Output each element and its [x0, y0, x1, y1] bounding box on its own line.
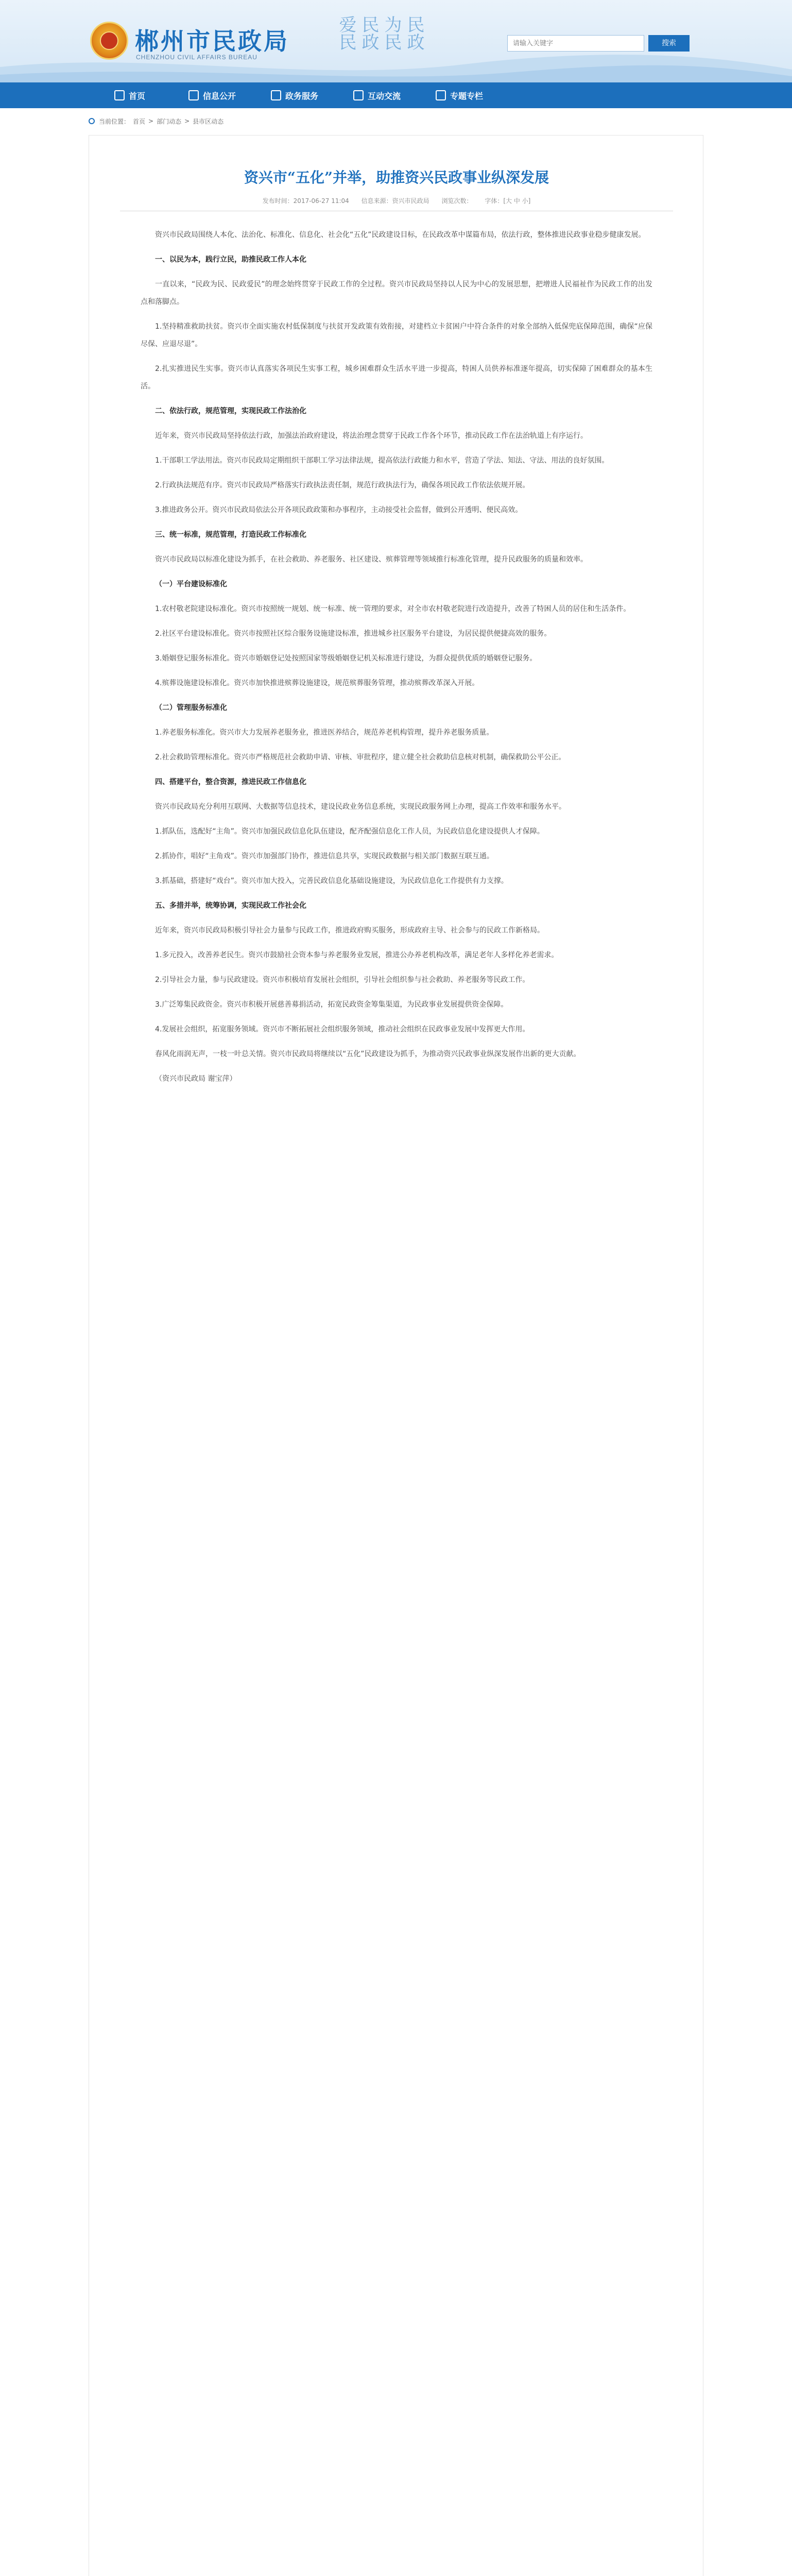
article-paragraph: 资兴市民政局充分利用互联网、大数据等信息技术，建设民政业务信息系统，实现民政服务网上办理，提高工作效率和服务水平。 [155, 803, 566, 811]
site-title[interactable]: 郴州市民政局 [135, 27, 289, 55]
article-section-heading: 二、依法行政，规范管理，实现民政工作法治化 [155, 407, 306, 415]
article-paragraph: 2.行政执法规范有序。资兴市民政局严格落实行政执法责任制，规范行政执法行为，确保各项民政工作依法依规开展。 [155, 481, 530, 489]
article-paragraph: 3.婚姻登记服务标准化。资兴市婚姻登记处按照国家等级婚姻登记机关标准进行建设，为群众提供优质的婚姻登记服务。 [155, 654, 537, 663]
article-paragraph: 春风化雨润无声，一枝一叶总关情。资兴市民政局将继续以“五化”民政建设为抓手，为推动资兴民政事业纵深发展作出新的更大贡献。 [155, 1050, 581, 1058]
nav-item-info-public[interactable] [171, 82, 253, 108]
article-paragraph: 3.广泛筹集民政资金。资兴市积极开展慈善募捐活动，拓宽民政资金筹集渠道，为民政事业发展提供资金保障。 [155, 1001, 508, 1009]
article-paragraph: 3.抓基础，搭建好“戏台”。资兴市加大投入，完善民政信息化基础设施建设，为民政信息化工作提供有力支撑。 [155, 877, 508, 885]
slogan-text: 民政为民 民政爱民 [336, 15, 424, 50]
article-source: 信息来源：资兴市民政局 [361, 197, 429, 205]
nav-item-label: 专题专栏 [450, 91, 483, 101]
article-paragraph: 1.抓队伍，选配好“主角”。资兴市加强民政信息化队伍建设，配齐配强信息化工作人员，为民政信息化建设提供人才保障。 [155, 827, 544, 836]
breadcrumb: 当前位置： 首页 > 部门动态 > 县市区动态 [89, 114, 703, 128]
nav-item-home[interactable] [89, 82, 171, 108]
article-paragraph: 1.干部职工学法用法。资兴市民政局定期组织干部职工学习法律法规，提高依法行政能力和水平，营造了学法、知法、守法、用法的良好氛围。 [155, 456, 609, 465]
font-size-switch[interactable]: 字体：[大 中 小] [485, 197, 531, 205]
article-paragraph: 1.养老服务标准化。资兴市大力发展养老服务业，推进医养结合，规范养老机构管理，提升养老服务质量。 [155, 728, 494, 737]
article-paragraph: 近年来，资兴市民政局积极引导社会力量参与民政工作，推进政府购买服务，形成政府主导、社会参与的民政工作新格局。 [155, 926, 544, 935]
search-box[interactable] [507, 35, 644, 52]
article-section-heading: 五、多措并举，统筹协调，实现民政工作社会化 [155, 902, 306, 910]
main-nav [0, 82, 792, 108]
article-paragraph: 资兴市民政局以标准化建设为抓手，在社会救助、养老服务、社区建设、殡葬管理等领域推行标准化管理，提升民政服务的质量和效率。 [155, 555, 588, 564]
article-paragraph: 1.多元投入，改善养老民生。资兴市鼓励社会资本参与养老服务业发展，推进公办养老机构改革，满足老年人多样化养老需求。 [155, 951, 559, 959]
article-section-heading: 一、以民为本，践行立民，助推民政工作人本化 [155, 256, 306, 264]
nav-item-label: 首页 [128, 91, 145, 101]
article-paragraph: 1.坚持精准救助扶贫。资兴市全面实施农村低保制度与扶贫开发政策有效衔接，对建档立卡贫困户中符合条件的对象全部纳入低保兜底保障范围，确保“应保尽保、应退尽退”。 [141, 323, 652, 348]
article-meta [89, 196, 704, 205]
nav-item-label: 政务服务 [285, 91, 318, 101]
breadcrumb-item[interactable]: 首页 [133, 117, 146, 125]
article-paragraph: 3.推进政务公开。资兴市民政局依法公开各项民政政策和办事程序，主动接受社会监督，做到公开透明、便民高效。 [155, 506, 523, 514]
nav-item-label: 信息公开 [202, 91, 236, 101]
article-paragraph: 2.抓协作，唱好“主角戏”。资兴市加强部门协作，推进信息共享，实现民政数据与相关部门数据互联互通。 [155, 852, 494, 860]
article-paragraph: 资兴市民政局围绕人本化、法治化、标准化、信息化、社会化“五化”民政建设目标，在民政改革中谋篇布局，依法行政，整体推进民政事业稳步健康发展。 [155, 231, 646, 239]
service-icon [271, 90, 281, 100]
article-container [89, 135, 703, 2576]
breadcrumb-prefix: 当前位置： [99, 117, 130, 125]
article-paragraph: 2.引导社会力量，参与民政建设。资兴市积极培育发展社会组织，引导社会组织参与社会救助、养老服务等民政工作。 [155, 976, 530, 984]
article-paragraph: 一直以来，“民政为民、民政爱民”的理念始终贯穿于民政工作的全过程。资兴市民政局坚持以人民为中心的发展思想，把增进人民福祉作为民政工作的出发点和落脚点。 [141, 280, 652, 306]
nav-item-gov-service[interactable] [253, 82, 336, 108]
site-title-en: CHENZHOU CIVIL AFFAIRS BUREAU [136, 54, 257, 61]
article-paragraph: （资兴市民政局 谢宝萍） [155, 1075, 237, 1083]
article-paragraph: 4.殡葬设施建设标准化。资兴市加快推进殡葬设施建设，规范殡葬服务管理，推动殡葬改革深入开展。 [155, 679, 479, 687]
article-paragraph: 1.农村敬老院建设标准化。资兴市按照统一规划、统一标准、统一管理的要求，对全市农村敬老院进行改造提升，改善了特困人员的居住和生活条件。 [155, 605, 631, 613]
article-paragraph: 4.发展社会组织，拓宽服务领域。资兴市不断拓展社会组织服务领域，推动社会组织在民政事业发展中发挥更大作用。 [155, 1025, 530, 1033]
search-input[interactable] [508, 36, 644, 51]
location-icon [89, 118, 95, 124]
article-section-heading: （二）管理服务标准化 [155, 704, 227, 712]
document-icon [188, 90, 199, 100]
article-section-heading: 三、统一标准，规范管理，打造民政工作标准化 [155, 531, 306, 539]
chat-icon [353, 90, 364, 100]
article-section-heading: （一）平台建设标准化 [155, 580, 227, 588]
breadcrumb-item[interactable]: 县市区动态 [193, 117, 224, 125]
nav-item-label: 互动交流 [367, 91, 401, 101]
article-paragraph: 近年来，资兴市民政局坚持依法行政，加强法治政府建设，将法治理念贯穿于民政工作各个环节，推动民政工作在法治轨道上有序运行。 [155, 432, 588, 440]
nav-item-interaction[interactable] [336, 82, 418, 108]
article-section-heading: 四、搭建平台，整合资源，推进民政工作信息化 [155, 778, 306, 786]
nav-item-special[interactable] [418, 82, 501, 108]
article-body [141, 226, 652, 1095]
site-header [0, 0, 792, 82]
article-paragraph: 2.社会救助管理标准化。资兴市严格规范社会救助申请、审核、审批程序，建立健全社会救助信息核对机制，确保救助公平公正。 [155, 753, 566, 761]
search-button[interactable]: 搜索 [648, 35, 690, 52]
article-date: 发布时间：2017-06-27 11:04 [262, 197, 349, 205]
home-icon [114, 90, 125, 100]
article-views: 浏览次数： [441, 197, 473, 205]
slogan-seal [335, 15, 424, 67]
article-paragraph: 2.扎实推进民生实事。资兴市认真落实各项民生实事工程，城乡困难群众生活水平进一步提高，特困人员供养标准逐年提高，切实保障了困难群众的基本生活。 [141, 365, 652, 391]
star-icon [436, 90, 446, 100]
site-logo-icon[interactable] [90, 22, 128, 60]
breadcrumb-item[interactable]: 部门动态 [157, 117, 182, 125]
article-paragraph: 2.社区平台建设标准化。资兴市按照社区综合服务设施建设标准，推进城乡社区服务平台建设，为居民提供便捷高效的服务。 [155, 630, 552, 638]
article-title: 资兴市“五化”并举，助推资兴民政事业纵深发展 [244, 169, 549, 186]
